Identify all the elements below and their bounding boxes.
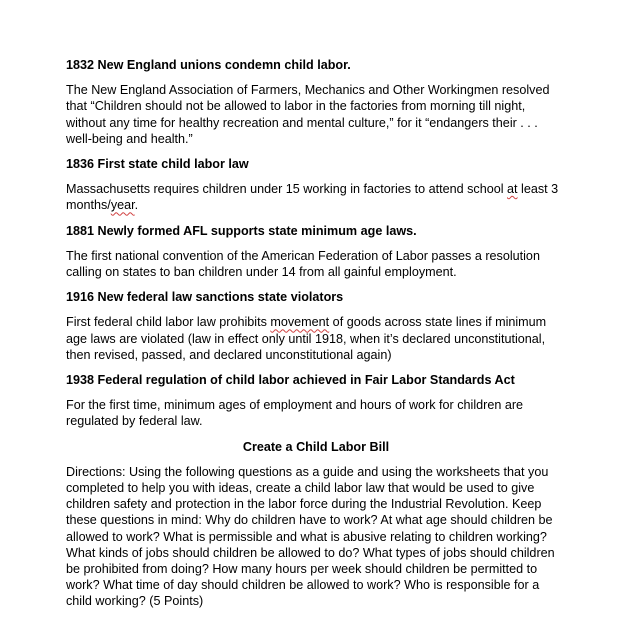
text-segment: Massachusetts requires children under 15 working in factories to attend school	[66, 182, 508, 197]
spellcheck-flagged-word[interactable]: at	[507, 182, 518, 197]
entry-text	[66, 181, 566, 213]
entry-heading: 1832 New England unions condemn child labor.	[66, 58, 351, 72]
timeline-entry-1881	[66, 223, 566, 281]
entry-text	[66, 314, 566, 363]
spellcheck-flagged-word[interactable]: year	[110, 198, 135, 213]
entry-text: The first national convention of the American Federation of Labor passes a resolution calling on states to ban children under 14 from all gainful employment.	[66, 248, 540, 280]
timeline-entry-1836	[66, 156, 566, 214]
entry-text: The New England Association of Farmers, Mechanics and Other Workingmen resolved that “Children should not be allowed to labor in the factories from morning till night, without any time for healthy recreation and mental culture,” for it “endangers their . . . well-being and health.”	[66, 83, 550, 146]
timeline-entry-1832	[66, 57, 566, 147]
assignment-directions: Directions: Using the following questions as a guide and using the worksheets that you completed to help you with ideas, create a child labor law that would be used to give children safety and protection in the labor force during the Industrial Revolution. Keep these questions in mind: Why do children have to work? At what age should children be allowed to work? What is permissible and what is abusive relating to children working? What kinds of jobs should children be allowed to do? What types of jobs should children be prohibited from doing? How many hours per week should children be permitted to work? What time of day should children be allowed to work? Who is responsible for a child working? (5 Points)	[66, 464, 555, 609]
spellcheck-flagged-word[interactable]: movement	[270, 315, 330, 330]
entry-heading: 1836 First state child labor law	[66, 157, 249, 172]
entry-heading: 1938 Federal regulation of child labor achieved in Fair Labor Standards Act	[66, 373, 515, 388]
assignment-heading: Create a Child Labor Bill	[242, 439, 390, 454]
text-segment: of goods across state lines if minimum age laws are violated (law in effect only until 1918, when it’s declared unconstitutional, then revised, passed, and declared unconstitutional again)	[66, 315, 547, 362]
text-segment: .	[134, 198, 139, 213]
entry-heading: 1916 New federal law sanctions state violators	[66, 290, 344, 305]
text-segment: least 3 months/	[66, 182, 559, 213]
text-segment: First federal child labor law prohibits	[66, 315, 271, 330]
timeline-entry-1916	[66, 289, 566, 363]
timeline-entry-1938	[66, 372, 566, 430]
document-content	[66, 57, 566, 610]
entry-text: For the first time, minimum ages of employment and hours of work for children are regulated by federal law.	[66, 398, 524, 429]
entry-heading: 1881 Newly formed AFL supports state minimum age laws.	[66, 223, 417, 238]
